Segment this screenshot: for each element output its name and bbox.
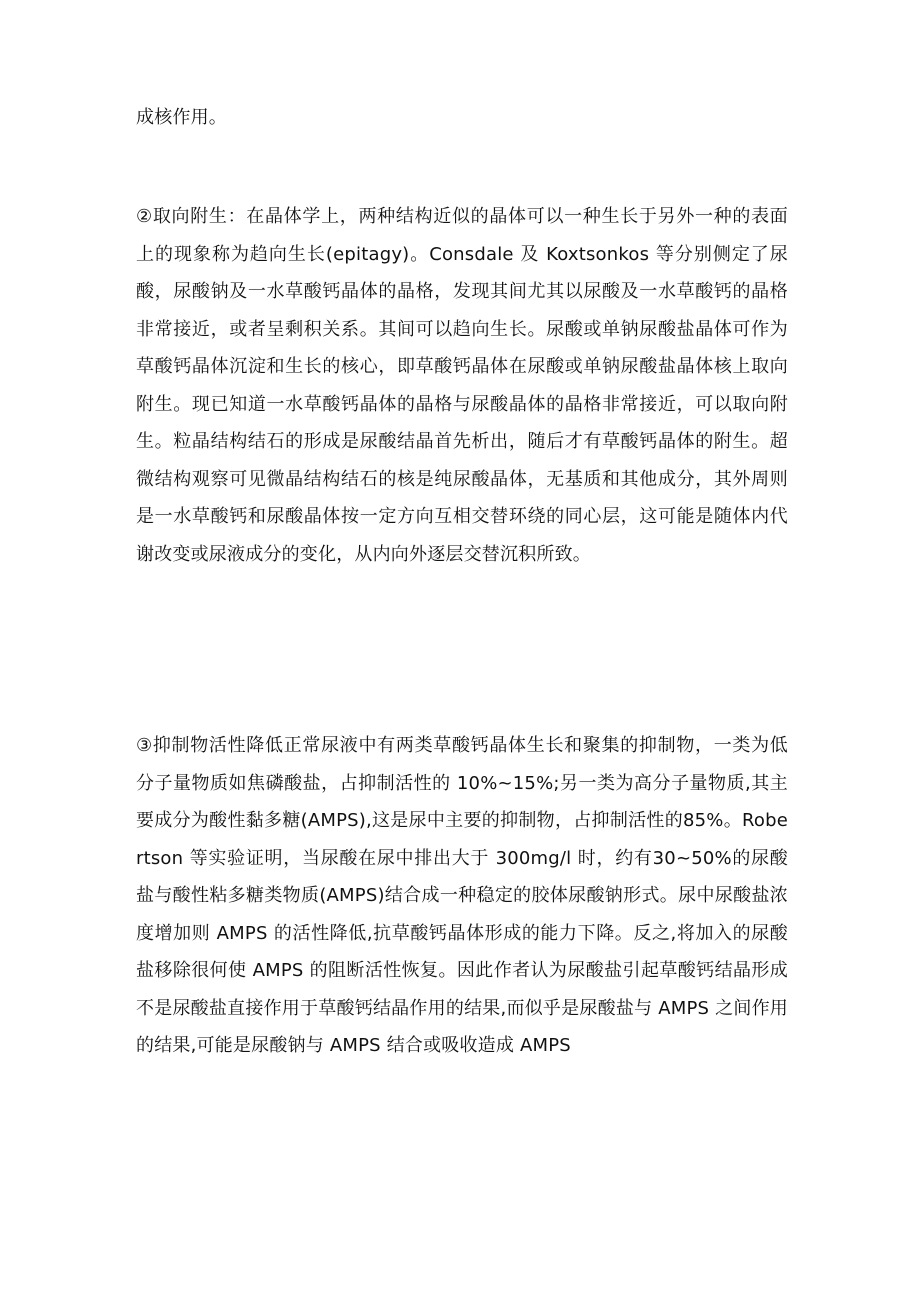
paragraph-nucleation-end: 成核作用。 (136, 107, 227, 128)
paragraph-epitaxial-growth: ②取向附生：在晶体学上，两种结构近似的晶体可以一种生长于另外一种的表面上的现象称为趋向生长(epitagy)。Consdale 及 Koxtsonkos 等分别侧定了尿酸，尿酸钠及一水草酸钙晶体的晶格，发现其间尤其以尿酸及一水草酸钙的晶格非常接近，或者呈剩积关系。其间可以趋向生长。尿酸或单钠尿酸盐晶体可作为草酸钙晶体沉淀和生长的核心，即草酸钙晶体在尿酸或单钠尿酸盐晶体核上取向附生。现已知道一水草酸钙晶体的晶格与尿酸晶体的晶格非常接近，可以取向附生。粒晶结构结石的形成是尿酸结晶首先析出，随后才有草酸钙晶体的附生。超微结构观察可见微晶结构结石的核是纯尿酸晶体，无基质和其他成分，其外周则是一水草酸钙和尿酸晶体按一定方向互相交替环绕的同心层，这可能是随体内代谢改变或尿液成分的变化，从内向外逐层交替沉积所致。 (136, 206, 788, 565)
paragraph-inhibitor-activity: ③抑制物活性降低正常尿液中有两类草酸钙晶体生长和聚集的抑制物，一类为低分子量物质如焦磷酸盐，占抑制活性的 10%~15%;另一类为高分子量物质,其主要成分为酸性黏多糖(AMPS),这是尿中主要的抑制物，占抑制活性的85%。Robertson 等实验证明，当尿酸在尿中排出大于 300mg/l 时，约有30~50%的尿酸盐与酸性粘多糖类物质(AMPS)结合成一种稳定的胶体尿酸钠形式。尿中尿酸盐浓度增加则 AMPS 的活性降低,抗草酸钙晶体形成的能力下降。反之,将加入的尿酸盐移除很何使 AMPS 的阻断活性恢复。因此作者认为尿酸盐引起草酸钙结晶形成不是尿酸盐直接作用于草酸钙结晶作用的结果,而似乎是尿酸盐与 AMPS 之间作用的结果,可能是尿酸钠与 AMPS 结合或吸收造成 AMPS (136, 735, 788, 1056)
